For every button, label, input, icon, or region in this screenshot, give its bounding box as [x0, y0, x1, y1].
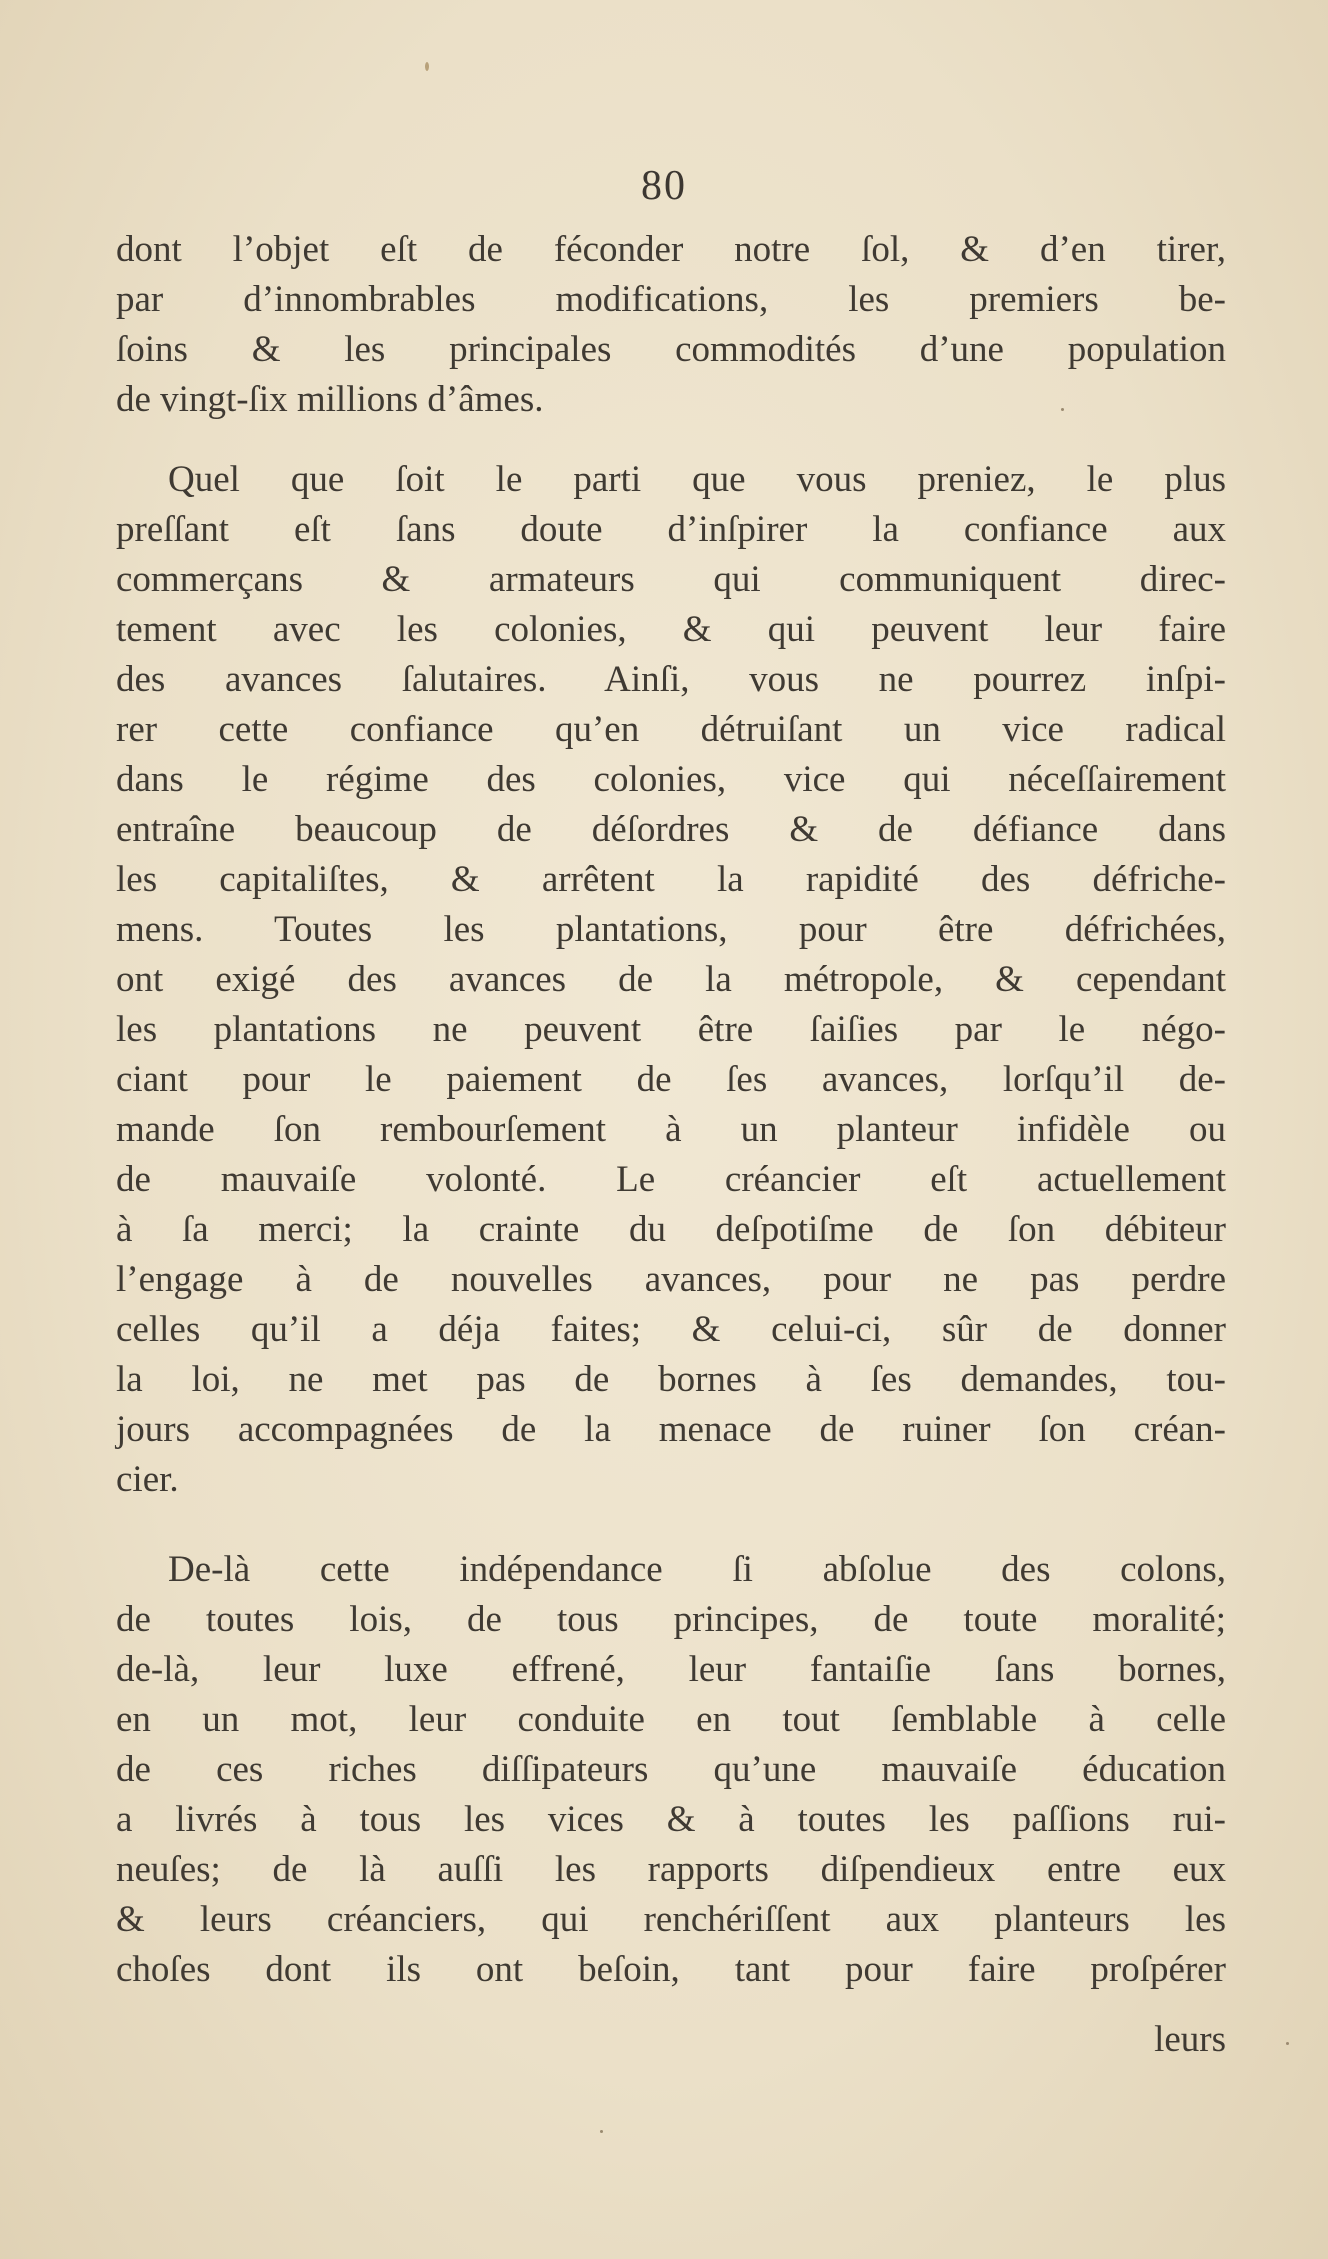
ink-speck	[1286, 2042, 1289, 2045]
text-line: a livrés à tous les vices & à toutes les paſſions rui-	[116, 1799, 1226, 1840]
text-line: de-là, leur luxe effrené, leur fantaiſie ſans bornes,	[116, 1649, 1226, 1690]
text-line: jours accompagnées de la menace de ruiner ſon créan-	[116, 1409, 1226, 1450]
text-line: en un mot, leur conduite en tout ſemblable à celle	[116, 1699, 1226, 1740]
catchword: leurs	[1154, 2019, 1226, 2060]
text-line: les capitaliſtes, & arrêtent la rapidité des défriche-	[116, 859, 1226, 900]
text-line: mens. Toutes les plantations, pour être défrichées,	[116, 909, 1226, 950]
text-line: neuſes; de là auſſi les rapports diſpendieux entre eux	[116, 1849, 1226, 1890]
text-line: l’engage à de nouvelles avances, pour ne pas perdre	[116, 1259, 1226, 1300]
text-line: dont l’objet eſt de féconder notre ſol, & d’en tirer,	[116, 229, 1226, 270]
text-line: les plantations ne peuvent être ſaiſies par le négo-	[116, 1009, 1226, 1050]
ink-speck	[600, 2130, 603, 2133]
page-number: 80	[641, 163, 687, 209]
text-line: preſſant eſt ſans doute d’inſpirer la confiance aux	[116, 509, 1226, 550]
text-line: à ſa merci; la crainte du deſpotiſme de ſon débiteur	[116, 1209, 1226, 1250]
text-line: rer cette confiance qu’en détruiſant un vice radical	[116, 709, 1226, 750]
text-line: de toutes lois, de tous principes, de toute moralité;	[116, 1599, 1226, 1640]
text-line: Quel que ſoit le parti que vous preniez, le plus	[168, 459, 1226, 500]
text-line: celles qu’il a déja faites; & celui-ci, sûr de donner	[116, 1309, 1226, 1350]
text-line: la loi, ne met pas de bornes à ſes demandes, tou-	[116, 1359, 1226, 1400]
text-line: dans le régime des colonies, vice qui néceſſairement	[116, 759, 1226, 800]
text-line: des avances ſalutaires. Ainſi, vous ne pourrez inſpi-	[116, 659, 1226, 700]
paragraph-3	[116, 1545, 1226, 1995]
text-line: de vingt-ſix millions d’âmes.	[116, 379, 544, 420]
text-line: ſoins & les principales commodités d’une population	[116, 329, 1226, 370]
text-line: & leurs créanciers, qui renchériſſent aux planteurs les	[116, 1899, 1226, 1940]
text-line: commerçans & armateurs qui communiquent direc-	[116, 559, 1226, 600]
text-line: cier.	[116, 1459, 179, 1500]
text-line: choſes dont ils ont beſoin, tant pour faire proſpérer	[116, 1949, 1226, 1990]
text-line: De-là cette indépendance ſi abſolue des colons,	[168, 1549, 1226, 1590]
text-line: ont exigé des avances de la métropole, & cependant	[116, 959, 1226, 1000]
text-line: par d’innombrables modifications, les premiers be-	[116, 279, 1226, 320]
text-line: ciant pour le paiement de ſes avances, lorſqu’il de-	[116, 1059, 1226, 1100]
text-line: tement avec les colonies, & qui peuvent leur faire	[116, 609, 1226, 650]
text-line: mande ſon rembourſement à un planteur infidèle ou	[116, 1109, 1226, 1150]
text-line: de ces riches diſſipateurs qu’une mauvaiſe éducation	[116, 1749, 1226, 1790]
text-line: entraîne beaucoup de déſordres & de défiance dans	[116, 809, 1226, 850]
text-line: de mauvaiſe volonté. Le créancier eſt actuellement	[116, 1159, 1226, 1200]
paragraph-1	[116, 225, 1226, 425]
paragraph-2	[116, 455, 1226, 1505]
ink-speck	[425, 62, 429, 71]
